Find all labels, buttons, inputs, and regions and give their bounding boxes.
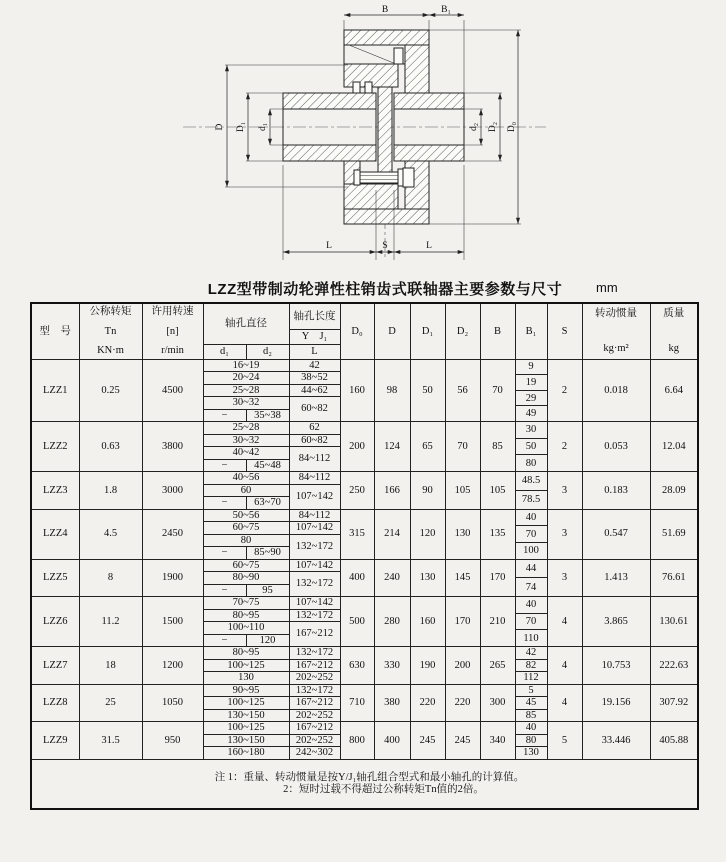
- cell-bore-d1: −: [203, 634, 246, 647]
- cell-inertia: 1.413: [582, 559, 650, 597]
- cell-B1-value: 19: [516, 375, 547, 391]
- cell-B1: [515, 472, 547, 510]
- cell-bore-length: 242~302: [289, 747, 340, 760]
- b1-stack: [516, 422, 547, 471]
- cell-B1: [515, 559, 547, 597]
- cell-inertia: 0.053: [582, 422, 650, 472]
- table-row: [31, 647, 698, 660]
- cell-speed: 3000: [142, 472, 203, 510]
- header-S: S: [547, 303, 582, 359]
- cell-D2: 105: [445, 472, 480, 510]
- cell-D: 380: [374, 684, 410, 722]
- title-row: [0, 278, 726, 298]
- cell-S: 5: [547, 722, 582, 760]
- cell-B: 300: [480, 684, 515, 722]
- cell-torque: 0.63: [79, 422, 142, 472]
- cell-bore-length: 132~172: [289, 572, 340, 597]
- table-row: [31, 559, 698, 572]
- cell-bore-range: 70~75: [203, 597, 289, 610]
- header-speed-line1: 许用转速: [151, 306, 194, 318]
- cell-D: 240: [374, 559, 410, 597]
- dim-label-D1: D₁: [236, 121, 246, 133]
- cell-bore-range: 20~24: [203, 372, 289, 385]
- cell-inertia: 3.865: [582, 597, 650, 647]
- cell-D2: 130: [445, 509, 480, 559]
- cell-bore-range: 40~56: [203, 472, 289, 485]
- cell-B1-value: 40: [516, 597, 547, 614]
- cell-model: LZZ8: [31, 684, 79, 722]
- cell-mass: 130.61: [650, 597, 698, 647]
- header-D0: D₀: [340, 303, 374, 359]
- pin-tooth: [353, 82, 360, 93]
- cell-D1: 220: [410, 684, 445, 722]
- cell-bore-d2: 85~90: [246, 547, 289, 560]
- cell-bore-range: 100~125: [203, 659, 289, 672]
- cell-B1-value: 45: [516, 697, 547, 710]
- cell-D0: 160: [340, 359, 374, 422]
- notes-cell: [31, 759, 698, 809]
- coupling-section-drawing: [168, 2, 560, 274]
- cell-D2: 220: [445, 684, 480, 722]
- cell-inertia: 0.547: [582, 509, 650, 559]
- cell-B1-value: 130: [523, 747, 539, 759]
- cell-B1-value: 40: [516, 722, 547, 735]
- header-torque-line3: KN·m: [97, 345, 124, 357]
- cell-S: 4: [547, 647, 582, 685]
- cell-bore-length: 202~252: [289, 672, 340, 685]
- header-speed: [142, 303, 203, 359]
- cell-mass: 51.69: [650, 509, 698, 559]
- cell-B1-value: 110: [523, 632, 539, 644]
- cell-B1-value: 70: [516, 614, 547, 631]
- cell-bore-length: 202~252: [289, 734, 340, 747]
- dim-label-D2: D₂: [488, 121, 498, 133]
- cell-B1-value: 30: [516, 422, 547, 439]
- b1-stack: [516, 685, 547, 722]
- cell-B1-value: 70: [516, 526, 547, 543]
- cell-bore-range: 60~75: [203, 522, 289, 535]
- cell-torque: 25: [79, 684, 142, 722]
- cell-B1-value: 85: [525, 709, 537, 721]
- cell-bore-length: 107~142: [289, 522, 340, 535]
- cell-mass: 12.04: [650, 422, 698, 472]
- cell-model: LZZ5: [31, 559, 79, 597]
- cell-D: 400: [374, 722, 410, 760]
- cell-bore-length: 38~52: [289, 372, 340, 385]
- table-row: [31, 359, 698, 372]
- cell-B1-value: 29: [516, 391, 547, 407]
- cell-D2: 145: [445, 559, 480, 597]
- header-B1: B₁: [515, 303, 547, 359]
- cell-bore-length: 107~142: [289, 597, 340, 610]
- brake-bolt: [394, 48, 403, 64]
- cell-B1: [515, 647, 547, 685]
- cell-B: 265: [480, 647, 515, 685]
- cell-D0: 800: [340, 722, 374, 760]
- dim-label-L-right: L: [426, 241, 432, 251]
- cell-B1-value: 50: [516, 439, 547, 456]
- header-inertia-line2: kg·m²: [603, 343, 629, 355]
- cell-bore-d2: 120: [246, 634, 289, 647]
- cell-speed: 1050: [142, 684, 203, 722]
- dim-label-B1: B₁: [441, 5, 451, 15]
- dim-label-S: S: [382, 241, 388, 251]
- cell-bore-length: 60~82: [289, 434, 340, 447]
- cell-bore-length: 167~212: [289, 722, 340, 735]
- cell-bore-length: 132~172: [289, 534, 340, 559]
- header-D2: D₂: [445, 303, 480, 359]
- table-row: [31, 597, 698, 610]
- table-row: [31, 422, 698, 435]
- cell-speed: 2450: [142, 509, 203, 559]
- cell-speed: 3800: [142, 422, 203, 472]
- cell-bore-range: 30~32: [203, 397, 289, 410]
- dim-label-d2: d₂: [469, 122, 479, 132]
- cell-bore-range: 30~32: [203, 434, 289, 447]
- b1-stack: [516, 722, 547, 759]
- cell-model: LZZ4: [31, 509, 79, 559]
- page-title: LZZ型带制动轮弹性柱销齿式联轴器主要参数与尺寸: [207, 281, 563, 298]
- cell-bore-length: 42: [289, 359, 340, 372]
- header-bore-length: 轴孔长度: [289, 303, 340, 329]
- cell-B1: [515, 684, 547, 722]
- cell-mass: 307.92: [650, 684, 698, 722]
- cell-speed: 950: [142, 722, 203, 760]
- cell-B1-value: 5: [516, 685, 547, 698]
- pin-tooth: [365, 82, 372, 93]
- cell-B: 170: [480, 559, 515, 597]
- header-YJ1: Y J₁: [289, 329, 340, 344]
- cell-bore-range: 80~90: [203, 572, 289, 585]
- cell-bore-range: 80: [203, 534, 289, 547]
- cell-bore-range: 25~28: [203, 384, 289, 397]
- cell-D1: 160: [410, 597, 445, 647]
- cell-bore-d1: −: [203, 547, 246, 560]
- cell-S: 4: [547, 684, 582, 722]
- unit-label: mm: [596, 280, 618, 295]
- cell-D2: 70: [445, 422, 480, 472]
- header-D: D: [374, 303, 410, 359]
- cell-bore-range: 130: [203, 672, 289, 685]
- cell-bore-range: 50~56: [203, 509, 289, 522]
- cell-bore-d1: −: [203, 584, 246, 597]
- cell-D0: 400: [340, 559, 374, 597]
- cell-S: 4: [547, 597, 582, 647]
- cell-torque: 4.5: [79, 509, 142, 559]
- pin-washer: [398, 169, 403, 186]
- b1-stack: [516, 597, 547, 646]
- cell-inertia: 10.753: [582, 647, 650, 685]
- cell-mass: 6.64: [650, 359, 698, 422]
- cell-bore-range: 160~180: [203, 747, 289, 760]
- cell-B1-value: 74: [525, 581, 537, 593]
- cell-inertia: 0.183: [582, 472, 650, 510]
- dim-label-d1: d₁: [258, 122, 268, 132]
- cell-B: 340: [480, 722, 515, 760]
- cell-B: 135: [480, 509, 515, 559]
- b1-stack: [516, 647, 547, 684]
- cell-D: 330: [374, 647, 410, 685]
- cell-bore-range: 90~95: [203, 684, 289, 697]
- cell-D: 280: [374, 597, 410, 647]
- cell-B1: [515, 722, 547, 760]
- cell-bore-length: 132~172: [289, 609, 340, 622]
- cell-bore-length: 60~82: [289, 397, 340, 422]
- cell-bore-length: 167~212: [289, 622, 340, 647]
- cell-D2: 245: [445, 722, 480, 760]
- cell-B1: [515, 422, 547, 472]
- cell-B1-value: 44: [516, 560, 547, 579]
- cell-B: 70: [480, 359, 515, 422]
- cell-B1: [515, 359, 547, 422]
- b1-stack: [516, 560, 547, 597]
- header-torque-line2: Tn: [104, 325, 117, 337]
- cell-bore-range: 100~125: [203, 697, 289, 710]
- note-line-1: 注 1：重量、转动惯量是按Y/J₁轴孔组合型式和最小轴孔的计算值。: [214, 772, 525, 784]
- cell-bore-length: 84~112: [289, 472, 340, 485]
- cell-bore-range: 80~95: [203, 647, 289, 660]
- cell-bore-range: 80~95: [203, 609, 289, 622]
- header-torque-line1: 公称转矩: [89, 306, 132, 318]
- cell-model: LZZ3: [31, 472, 79, 510]
- cell-B1-value: 82: [516, 660, 547, 673]
- cell-D0: 500: [340, 597, 374, 647]
- cell-model: LZZ1: [31, 359, 79, 422]
- dim-label-D0: D₀: [507, 121, 517, 133]
- cell-speed: 4500: [142, 359, 203, 422]
- cell-B1-value: 48.5: [516, 472, 547, 491]
- cell-bore-d1: −: [203, 497, 246, 510]
- cell-mass: 405.88: [650, 722, 698, 760]
- cell-torque: 11.2: [79, 597, 142, 647]
- cell-D0: 200: [340, 422, 374, 472]
- header-speed-line2: [n]: [166, 325, 179, 337]
- cell-bore-range: 40~42: [203, 447, 289, 460]
- table-row: [31, 472, 698, 485]
- b1-stack: [516, 510, 547, 559]
- cell-B1-value: 112: [523, 672, 539, 684]
- cell-B: 85: [480, 422, 515, 472]
- table-row: [31, 684, 698, 697]
- cell-torque: 8: [79, 559, 142, 597]
- header-d2: d₂: [246, 344, 289, 359]
- cell-bore-length: 167~212: [289, 659, 340, 672]
- cell-torque: 1.8: [79, 472, 142, 510]
- cell-bore-range: 25~28: [203, 422, 289, 435]
- header-torque: [79, 303, 142, 359]
- pin-head: [354, 170, 360, 185]
- pin-shaft: [360, 172, 403, 183]
- cell-S: 2: [547, 422, 582, 472]
- cell-D1: 190: [410, 647, 445, 685]
- cell-bore-range: 130~150: [203, 734, 289, 747]
- cell-mass: 28.09: [650, 472, 698, 510]
- cell-bore-d2: 35~38: [246, 409, 289, 422]
- dim-label-L-left: L: [326, 241, 332, 251]
- cell-bore-length: 44~62: [289, 384, 340, 397]
- cell-B: 105: [480, 472, 515, 510]
- cell-B1-value: 42: [516, 647, 547, 660]
- cell-D0: 250: [340, 472, 374, 510]
- table-row: [31, 509, 698, 522]
- cell-bore-d2: 45~48: [246, 459, 289, 472]
- cell-bore-d1: −: [203, 459, 246, 472]
- cell-model: LZZ6: [31, 597, 79, 647]
- pin-nut: [403, 168, 414, 187]
- table-body: [31, 359, 698, 759]
- cell-S: 3: [547, 472, 582, 510]
- cell-bore-length: 107~142: [289, 484, 340, 509]
- cell-D1: 130: [410, 559, 445, 597]
- cell-torque: 31.5: [79, 722, 142, 760]
- cell-D: 98: [374, 359, 410, 422]
- cell-D2: 170: [445, 597, 480, 647]
- cell-D: 166: [374, 472, 410, 510]
- cell-bore-range: 16~19: [203, 359, 289, 372]
- dim-label-D: D: [215, 123, 225, 131]
- header-bore-diameter: 轴孔直径: [203, 303, 289, 344]
- cell-B1: [515, 509, 547, 559]
- cell-bore-length: 132~172: [289, 647, 340, 660]
- cell-B: 210: [480, 597, 515, 647]
- header-model: 型 号: [31, 303, 79, 359]
- cell-B1-value: 100: [523, 545, 539, 557]
- table-footer: [31, 759, 698, 809]
- header-L: L: [289, 344, 340, 359]
- cell-bore-d2: 95: [246, 584, 289, 597]
- cell-bore-d1: −: [203, 409, 246, 422]
- cell-speed: 1500: [142, 597, 203, 647]
- cell-D: 214: [374, 509, 410, 559]
- cell-B1: [515, 597, 547, 647]
- cell-D0: 630: [340, 647, 374, 685]
- cell-bore-range: 130~150: [203, 709, 289, 722]
- cell-inertia: 0.018: [582, 359, 650, 422]
- header-D1: D₁: [410, 303, 445, 359]
- cell-D: 124: [374, 422, 410, 472]
- cell-D1: 245: [410, 722, 445, 760]
- cell-torque: 0.25: [79, 359, 142, 422]
- cell-D1: 90: [410, 472, 445, 510]
- cell-bore-range: 100~110: [203, 622, 289, 635]
- cell-model: LZZ7: [31, 647, 79, 685]
- header-speed-line3: r/min: [161, 345, 184, 357]
- cell-mass: 76.61: [650, 559, 698, 597]
- table-header: [31, 303, 698, 359]
- cell-S: 3: [547, 559, 582, 597]
- table-row: [31, 722, 698, 735]
- cell-bore-range: 100~125: [203, 722, 289, 735]
- cell-inertia: 19.156: [582, 684, 650, 722]
- cell-B1-value: 80: [516, 735, 547, 748]
- cell-S: 3: [547, 509, 582, 559]
- cell-D1: 50: [410, 359, 445, 422]
- cell-bore-length: 202~252: [289, 709, 340, 722]
- header-inertia: [582, 303, 650, 359]
- cell-speed: 1200: [142, 647, 203, 685]
- cell-model: LZZ9: [31, 722, 79, 760]
- cell-B1-value: 49: [525, 408, 537, 420]
- header-B: B: [480, 303, 515, 359]
- cell-D2: 56: [445, 359, 480, 422]
- cell-bore-length: 62: [289, 422, 340, 435]
- cell-B1-value: 78.5: [521, 494, 541, 506]
- header-mass-line2: kg: [668, 343, 679, 355]
- note-line-2: 2：短时过载不得超过公称转矩Tn值的2倍。: [283, 783, 484, 795]
- dim-label-B: B: [381, 5, 389, 15]
- cell-inertia: 33.446: [582, 722, 650, 760]
- cell-bore-length: 84~112: [289, 447, 340, 472]
- cell-model: LZZ2: [31, 422, 79, 472]
- cell-D1: 120: [410, 509, 445, 559]
- header-mass-line1: 质量: [663, 308, 685, 320]
- cell-D1: 65: [410, 422, 445, 472]
- cell-B1-value: 40: [516, 510, 547, 527]
- cell-bore-length: 167~212: [289, 697, 340, 710]
- cell-S: 2: [547, 359, 582, 422]
- cell-bore-d2: 63~70: [246, 497, 289, 510]
- cell-bore-length: 84~112: [289, 509, 340, 522]
- cell-B1-value: 9: [516, 360, 547, 376]
- spec-table: [30, 302, 699, 810]
- cell-speed: 1900: [142, 559, 203, 597]
- header-d1: d₁: [203, 344, 246, 359]
- b1-stack: [516, 472, 547, 509]
- cell-torque: 18: [79, 647, 142, 685]
- cell-bore-range: 60: [203, 484, 289, 497]
- b1-stack: [516, 360, 547, 422]
- cell-bore-length: 107~142: [289, 559, 340, 572]
- header-mass: [650, 303, 698, 359]
- cell-B1-value: 80: [525, 457, 537, 469]
- cell-bore-length: 132~172: [289, 684, 340, 697]
- cell-D0: 710: [340, 684, 374, 722]
- cell-D0: 315: [340, 509, 374, 559]
- cell-mass: 222.63: [650, 647, 698, 685]
- cell-bore-range: 60~75: [203, 559, 289, 572]
- cell-D2: 200: [445, 647, 480, 685]
- header-inertia-line1: 转动惯量: [595, 308, 637, 320]
